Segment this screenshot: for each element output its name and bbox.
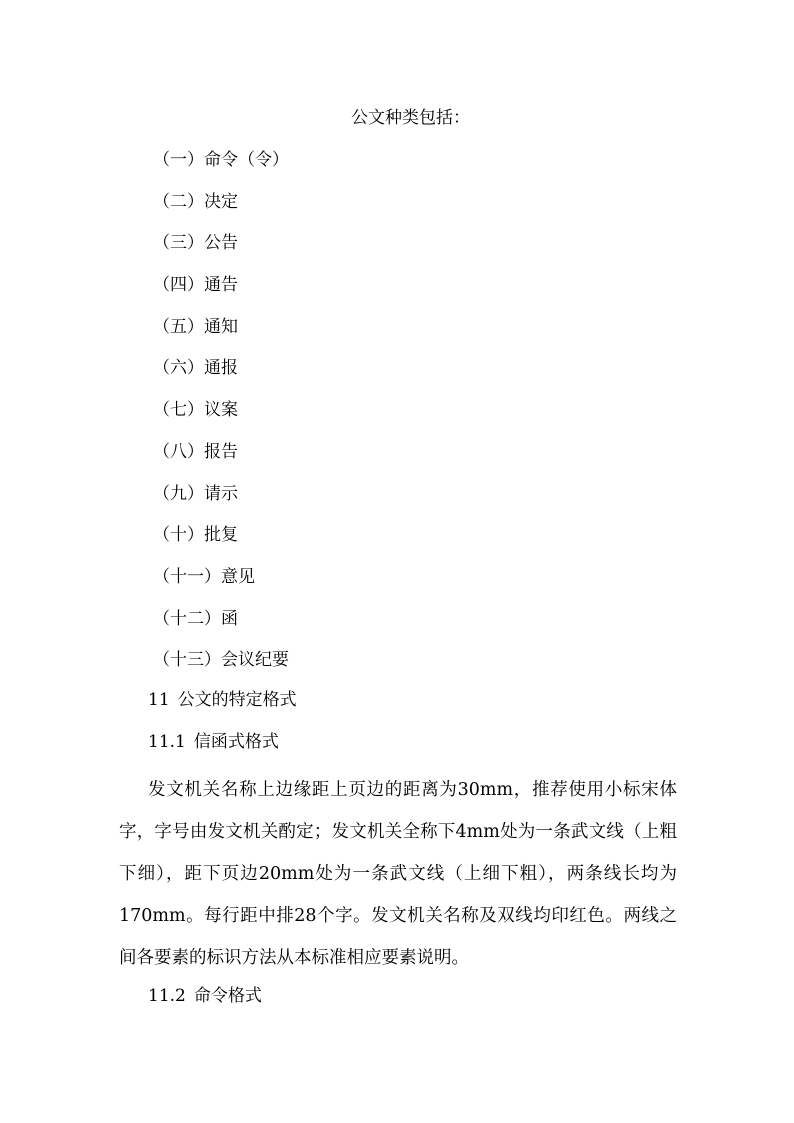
body-paragraph: 发文机关名称上边缘距上页边的距离为30mm，推荐使用小标宋体字，字号由发文机关酌定；发文机关全称下4mm处为一条武文线（上粗下细），距下页边20mm处为一条武文线（上细下粗），两条线长均为170mm。每行距中排28个字。发文机关名称及双线均印红色。两线之间各要素的标识方法从本标准相应要素说明。 <box>119 780 677 968</box>
list-item: （三）公告 <box>153 233 238 254</box>
list-item: （六）通报 <box>153 358 238 379</box>
list-item: （八）报告 <box>153 441 238 462</box>
list-item: （九）请示 <box>153 483 238 504</box>
list-item: （七）议案 <box>153 400 238 421</box>
section-title: 信函式格式 <box>193 732 279 752</box>
list-item: （一）命令（令） <box>153 150 289 170</box>
list-item: （五）通知 <box>153 316 238 337</box>
section-number: 11.1 <box>148 732 186 752</box>
section-heading-11-2 <box>148 984 262 1008</box>
list-item: （二）决定 <box>153 191 238 212</box>
list-item: （十）批复 <box>153 525 238 546</box>
list-item: （十三）会议纪要 <box>153 650 289 671</box>
list-item: （十一）意见 <box>153 566 255 587</box>
section-heading-11-1 <box>148 730 279 754</box>
section-number: 11.2 <box>148 986 186 1006</box>
list-item: （四）通告 <box>153 275 238 296</box>
section-title: 公文的特定格式 <box>177 690 297 710</box>
document-type-list <box>153 148 289 690</box>
section-heading-11 <box>148 688 297 712</box>
section-title: 命令格式 <box>193 986 262 1006</box>
section-number: 11 <box>148 690 170 710</box>
list-item: （十二）函 <box>153 608 238 629</box>
intro-line: 公文种类包括： <box>351 108 470 128</box>
